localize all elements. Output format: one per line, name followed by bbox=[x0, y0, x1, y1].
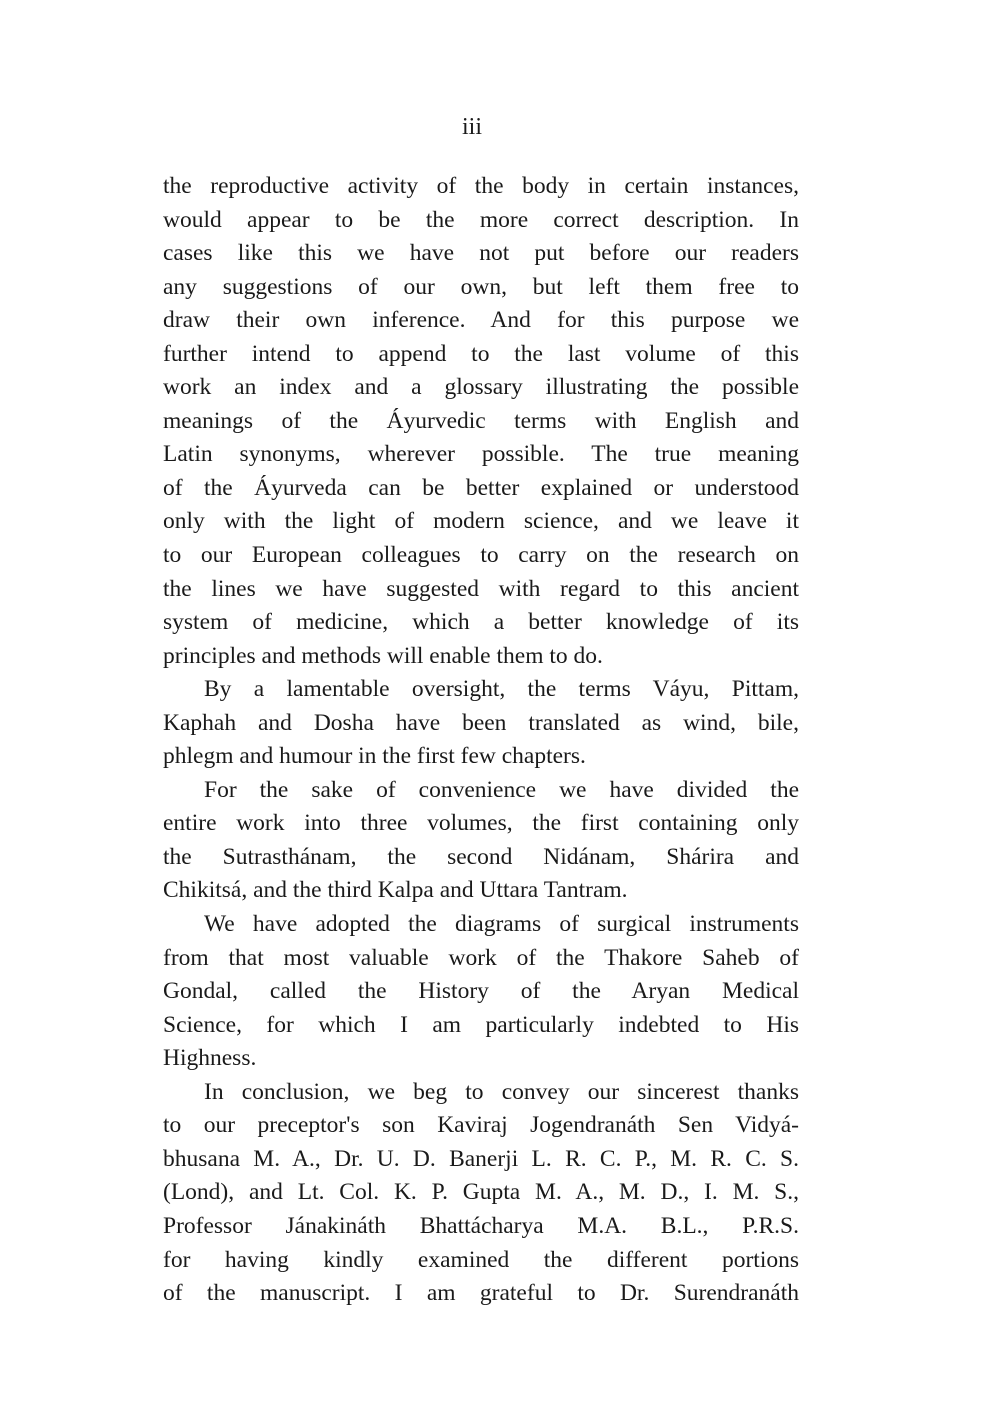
text-line: of the Áyurveda can be better explained or understood bbox=[163, 474, 799, 501]
text-line: Latin synonyms, wherever possible. The true meaning bbox=[163, 441, 799, 468]
text-line: the reproductive activity of the body in certain instances, bbox=[163, 173, 799, 199]
text-line: By a lamentable oversight, the terms Váyu, Pittam, bbox=[204, 676, 799, 703]
text-line: cases like this we have not put before our readers bbox=[163, 240, 799, 267]
text-line: draw their own inference. And for this purpose we bbox=[163, 307, 799, 334]
text-line: to our European colleagues to carry on the research on bbox=[163, 542, 799, 569]
text-line: Highness. bbox=[163, 1045, 257, 1072]
text-line: principles and methods will enable them to do. bbox=[163, 642, 603, 669]
text-line: system of medicine, which a better knowledge of its bbox=[163, 609, 799, 636]
text-line: the Sutrasthánam, the second Nidánam, Shárira and bbox=[163, 843, 799, 870]
text-line: Professor Jánakináth Bhattácharya M.A. B.L., P.R.S. bbox=[163, 1212, 799, 1239]
text-line: entire work into three volumes, the first containing only bbox=[163, 810, 799, 837]
text-line: of the manuscript. I am grateful to Dr. Surendranáth bbox=[163, 1280, 799, 1307]
text-line: (Lond), and Lt. Col. K. P. Gupta M. A., M. D., I. M. S., bbox=[163, 1179, 799, 1206]
text-line: Science, for which I am particularly indebted to His bbox=[163, 1011, 799, 1038]
text-line: phlegm and humour in the first few chapters. bbox=[163, 743, 586, 770]
text-line: Kaphah and Dosha have been translated as wind, bile, bbox=[163, 709, 799, 736]
text-line: Gondal, called the History of the Aryan Medical bbox=[163, 978, 799, 1005]
page-number: iii bbox=[462, 114, 483, 140]
text-line: for having kindly examined the different portions bbox=[163, 1246, 799, 1273]
text-line: For the sake of convenience we have divided the bbox=[204, 776, 799, 803]
text-line: the lines we have suggested with regard to this ancient bbox=[163, 575, 799, 602]
text-line: only with the light of modern science, and we leave it bbox=[163, 508, 799, 535]
text-line: to our preceptor's son Kaviraj Jogendranáth Sen Vidyá- bbox=[163, 1112, 799, 1139]
text-line: Chikitsá, and the third Kalpa and Uttara Tantram. bbox=[163, 877, 628, 904]
text-line: bhusana M. A., Dr. U. D. Banerji L. R. C. P., M. R. C. S. bbox=[163, 1145, 799, 1172]
text-line: In conclusion, we beg to convey our sincerest thanks bbox=[204, 1078, 799, 1105]
text-line: would appear to be the more correct description. In bbox=[163, 206, 799, 233]
text-line: from that most valuable work of the Thakore Saheb of bbox=[163, 944, 799, 971]
text-line: further intend to append to the last volume of this bbox=[163, 340, 799, 367]
text-line: work an index and a glossary illustrating the possible bbox=[163, 374, 799, 401]
body-text bbox=[163, 170, 799, 1311]
text-line: meanings of the Áyurvedic terms with English and bbox=[163, 407, 799, 434]
text-line: We have adopted the diagrams of surgical instruments bbox=[204, 911, 799, 938]
text-line: any suggestions of our own, but left them free to bbox=[163, 273, 799, 300]
